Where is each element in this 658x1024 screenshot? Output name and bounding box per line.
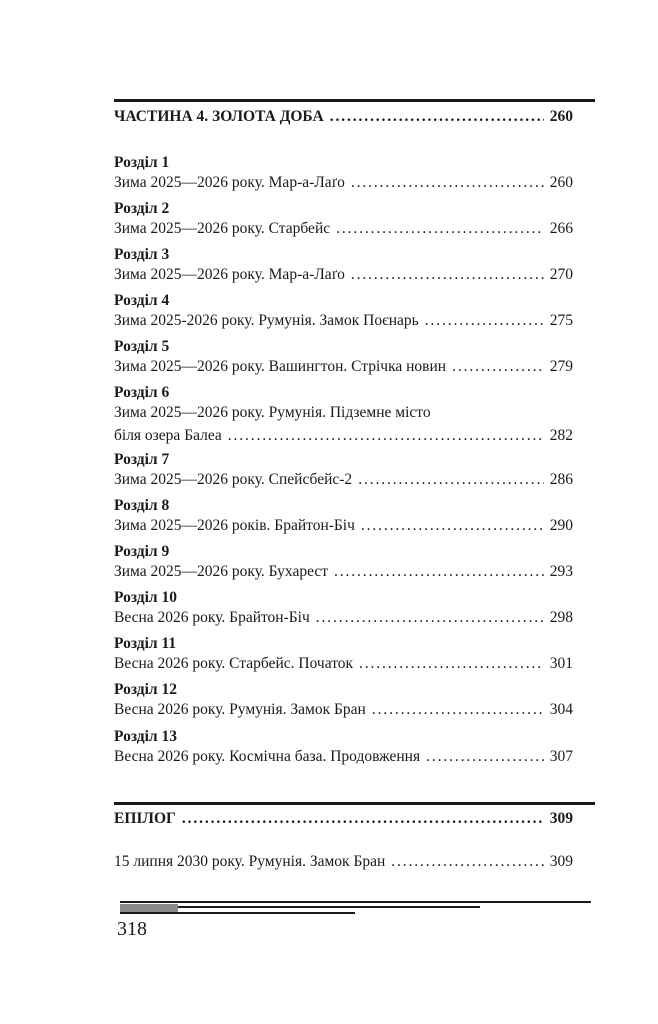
entry-page: 282 — [549, 427, 573, 444]
chapter-label: Розділ 10 — [114, 589, 177, 606]
toc-entry[interactable] — [114, 219, 573, 239]
toc-entry[interactable] — [114, 562, 573, 582]
entry-title: Зима 2025-2026 року. Румунія. Замок Поєнарь — [114, 312, 419, 329]
toc-entry[interactable] — [114, 654, 573, 674]
entry-title: Весна 2026 року. Космічна база. Продовження — [114, 748, 421, 765]
leader-dots — [228, 426, 544, 446]
entry-title: Зима 2025—2026 року. Спейсбейс-2 — [114, 471, 353, 488]
toc-entry[interactable] — [114, 426, 573, 446]
entry-title: 15 липня 2030 року. Румунія. Замок Бран — [114, 853, 386, 870]
leader-dots — [330, 107, 544, 127]
entry-title: Зима 2025—2026 року. Мар-а-Лаґо — [114, 266, 345, 283]
part-top-rule — [114, 99, 595, 102]
footer-bar-short — [120, 912, 355, 914]
entry-title: Весна 2026 року. Старбейс. Початок — [114, 655, 354, 672]
chapter-label: Розділ 6 — [114, 384, 170, 401]
toc-entry[interactable] — [114, 700, 573, 720]
footer-bar-mid — [178, 906, 480, 908]
leader-dots — [182, 809, 544, 829]
entry-page: 309 — [549, 853, 573, 870]
page-number: 318 — [117, 918, 147, 940]
entry-page: 279 — [549, 358, 573, 375]
entry-page: 260 — [549, 174, 573, 191]
chapter-label: Розділ 1 — [114, 154, 170, 171]
leader-dots — [316, 608, 544, 628]
entry-page: 293 — [549, 563, 573, 580]
toc-entry[interactable] — [114, 516, 573, 536]
leader-dots — [359, 654, 544, 674]
entry-title: біля озера Балеа — [114, 427, 222, 444]
chapter-label: Розділ 8 — [114, 497, 170, 514]
entry-title-line[interactable]: Зима 2025—2026 року. Румунія. Підземне місто — [114, 404, 431, 421]
toc-entry[interactable] — [114, 173, 573, 193]
entry-title: Зима 2025—2026 року. Бухарест — [114, 563, 329, 580]
epilogue-title: ЕПІЛОГ — [114, 810, 176, 827]
entry-page: 307 — [549, 748, 573, 765]
epilogue-page: 309 — [549, 810, 573, 827]
entry-page: 301 — [549, 655, 573, 672]
leader-dots — [334, 562, 544, 582]
toc-entry[interactable] — [114, 470, 573, 490]
leader-dots — [358, 470, 544, 490]
epilogue-heading[interactable] — [114, 809, 573, 829]
entry-page: 275 — [549, 312, 573, 329]
chapter-label: Розділ 4 — [114, 292, 170, 309]
leader-dots — [426, 747, 544, 767]
epilogue-top-rule — [114, 802, 595, 805]
footer-decoration — [120, 901, 591, 917]
chapter-label: Розділ 2 — [114, 200, 170, 217]
entry-page: 304 — [549, 701, 573, 718]
entry-page: 286 — [549, 471, 573, 488]
part-page: 260 — [549, 108, 573, 125]
part-heading[interactable] — [114, 107, 573, 127]
chapter-label: Розділ 13 — [114, 728, 177, 745]
entry-title: Весна 2026 року. Брайтон-Біч — [114, 609, 310, 626]
leader-dots — [336, 219, 544, 239]
footer-grey-block — [120, 904, 178, 912]
toc-entry[interactable] — [114, 311, 573, 331]
chapter-label: Розділ 11 — [114, 635, 177, 652]
entry-title: Весна 2026 року. Румунія. Замок Бран — [114, 701, 366, 718]
entry-page: 290 — [549, 517, 573, 534]
entry-page: 270 — [549, 266, 573, 283]
part-title: ЧАСТИНА 4. ЗОЛОТА ДОБА — [114, 108, 324, 125]
toc-entry[interactable] — [114, 747, 573, 767]
entry-page: 298 — [549, 609, 573, 626]
leader-dots — [425, 311, 544, 331]
chapter-label: Розділ 7 — [114, 451, 170, 468]
leader-dots — [351, 265, 544, 285]
entry-page: 266 — [549, 220, 573, 237]
footer-bar-long — [120, 901, 591, 903]
leader-dots — [372, 700, 544, 720]
toc-entry[interactable] — [114, 852, 573, 872]
toc-entry[interactable] — [114, 357, 573, 377]
entry-title: Зима 2025—2026 років. Брайтон-Біч — [114, 517, 355, 534]
toc-entry[interactable] — [114, 608, 573, 628]
entry-title: Зима 2025—2026 року. Вашингтон. Стрічка новин — [114, 358, 447, 375]
chapter-label: Розділ 5 — [114, 338, 170, 355]
chapter-label: Розділ 3 — [114, 246, 170, 263]
leader-dots — [452, 357, 544, 377]
chapter-label: Розділ 12 — [114, 681, 177, 698]
toc-entry[interactable] — [114, 265, 573, 285]
leader-dots — [361, 516, 544, 536]
entry-title: Зима 2025—2026 року. Мар-а-Лаґо — [114, 174, 345, 191]
leader-dots — [391, 852, 543, 872]
entry-title: Зима 2025—2026 року. Старбейс — [114, 220, 331, 237]
chapter-label: Розділ 9 — [114, 543, 170, 560]
leader-dots — [351, 173, 544, 193]
